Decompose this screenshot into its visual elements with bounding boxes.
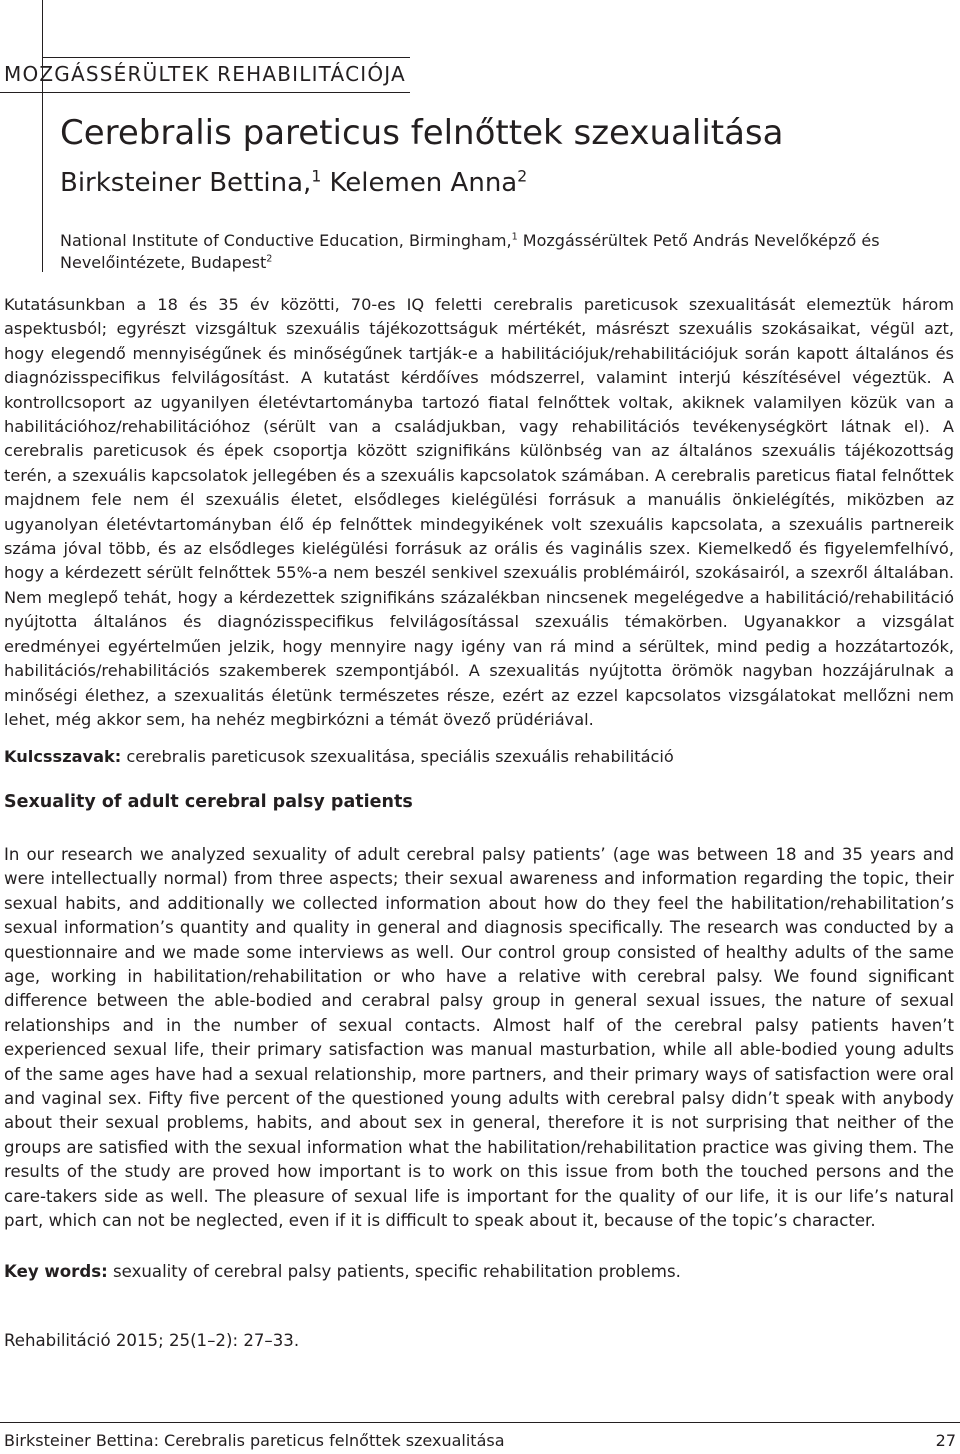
header-top-rule	[42, 57, 410, 58]
english-title: Sexuality of adult cerebral palsy patients	[4, 792, 413, 812]
affiliation-text: National Institute of Conductive Education, Birmingham,	[60, 231, 512, 250]
keywords-label: Kulcsszavak:	[4, 747, 122, 766]
header-vertical-rule	[42, 0, 43, 272]
author-name: Kelemen Anna	[321, 168, 518, 198]
abstract-hungarian: Kutatásunkban a 18 és 35 év közötti, 70-es IQ feletti cerebralis pareticusok szexualitását elemeztük három aspektusból; egyrészt vizsgáltuk szexuális tájékozottságuk mértékét, másrészt szexuális szokásaikat, végül azt, hogy elegendő mennyiségűnek és minőségűnek tartják-e a habilitációjuk/rehabilitációjuk során kapott általános és diagnózisspecifikus felvilágosítást. A kutatást kérdőíves módszerrel, valamint interjú készítésével végeztük. A kontrollcsoport az ugyanilyen életévtartományba tartozó fiatal felnőttek voltak, akiknek valamilyen közük van a habilitációhoz/rehabilitációhoz (sérült van a családjukban, vagy rehabilitációs tevékenységkört látnak el). A cerebralis pareticusok és épek csoportja között szignifikáns különbség van az általános szexuális tájékozottság terén, a szexuális kapcsolatok jellegében és a szexuális kapcsolatok számában. A cerebralis pareticus fiatal felnőttek majdnem fele nem él szexuális életet, elsődleges kielégülési forrásuk a manuális önkielégítés, miközben az ugyanolyan életévtartományban élő ép felnőttek mindegyikének volt szexuális kapcsolata, a szexuális partnereik száma jóval több, és az elsődleges kielégülési forrásuk az orális és vaginális szex. Kiemelkedő és figyelemfelhívó, hogy a kérdezett sérült felnőttek 55%-a nem beszél senkivel szexuális problémáiról, szokásairól, a szexről általában. Nem meglepő tehát, hogy a kérdezettek szignifikáns százalékban nincsenek megelégedve a habilitáció/rehabilitáció nyújtotta általános és diagnózisspecifikus felvilágosítással szexuális témakörben. Ugyanakkor a vizsgálat eredményei egyértelműen jelzik, hogy mennyire nagy igény van rá mind a sérültek, mind pedig a hozzátartozók, habilitációs/rehabilitációs szakemberek szempontjából. A szexualitás nyújtotta örömök nagyban hozzájárulnak a minőségi élethez, a szexualitás életünk természetes része, ezért az ezzel kapcsolatos vizsgálatokat mellőzni nem lehet, még akkor sem, ha nehéz megbirkózni a témát övező prüdériával.	[4, 295, 954, 729]
affiliations	[60, 230, 950, 274]
abstract-english: In our research we analyzed sexuality of adult cerebral palsy patients’ (age was between 18 and 35 years and were intellectually normal) from three aspects; their sexual awareness and information regarding the topic, their sexual habits, and additionally we collected information about how do they feel the habilitation/rehabilitation’s sexual information’s quantity and quality in general and diagnosis specifically. The research was conducted by a questionnaire and we made some interviews as well. Our control group consisted of healthy adults of the same age, working in habilitation/rehabilitation or who have a relative with cerebral palsy. We found significant difference between the able-bodied and cerabral palsy group in general sexual issues, the nature of sexual relationships and in the number of sexual contacts. Almost half of the cerebral palsy patients haven’t experienced sexual life, their primary satisfaction was manual masturbation, while all able-bodied young adults of the same ages have had a sexual relationship, more partners, and their primary ways of satisfaction were oral and vaginal sex. Fifty five percent of the questioned young adults with cerebral palsy didn’t speak with anybody about their sexual problems, habits, and about sex in general, therefore it is not surprising that neither of the groups are satisfied with the sexual information what the habilitation/rehabilitation practice was giving them. The results of the study are proved how important is to work on this issue from both the touched persons and the care-takers side as well. The pleasure of sexual life is important for the quality of our life, it is our life’s natural part, which can not be neglected, even if it is difficult to speak about it, because of the topic’s character.	[4, 845, 954, 1231]
author-affiliation-mark: 1	[311, 167, 322, 186]
page-number: 27	[935, 1431, 956, 1450]
citation: Rehabilitáció 2015; 25(1–2): 27–33.	[4, 1331, 300, 1350]
section-label: MOZGÁSSÉRÜLTEK REHABILITÁCIÓJA	[4, 62, 406, 86]
keywords-text: cerebralis pareticusok szexualitása, speciális szexuális rehabilitáció	[121, 747, 674, 766]
running-title: Birksteiner Bettina: Cerebralis pareticus felnőttek szexualitása	[4, 1431, 505, 1450]
author-affiliation-mark: 2	[517, 167, 528, 186]
article-title: Cerebralis pareticus felnőttek szexualitása	[60, 113, 784, 153]
section-underline	[0, 92, 410, 93]
keywords-hungarian	[4, 745, 954, 769]
keywords-label: Key words:	[4, 1262, 108, 1281]
footer-rule	[0, 1422, 960, 1423]
author-list	[60, 168, 527, 198]
author-name: Birksteiner Bettina,	[60, 168, 312, 198]
keywords-english	[4, 1260, 954, 1284]
affiliation-mark: 1	[511, 231, 518, 243]
affiliation-text: Mozgássérültek Pető András Nevelőképző és Nevelőintézete, Budapest	[60, 231, 880, 272]
keywords-text: sexuality of cerebral palsy patients, specific rehabilitation problems.	[107, 1262, 681, 1281]
affiliation-mark: 2	[266, 253, 273, 265]
